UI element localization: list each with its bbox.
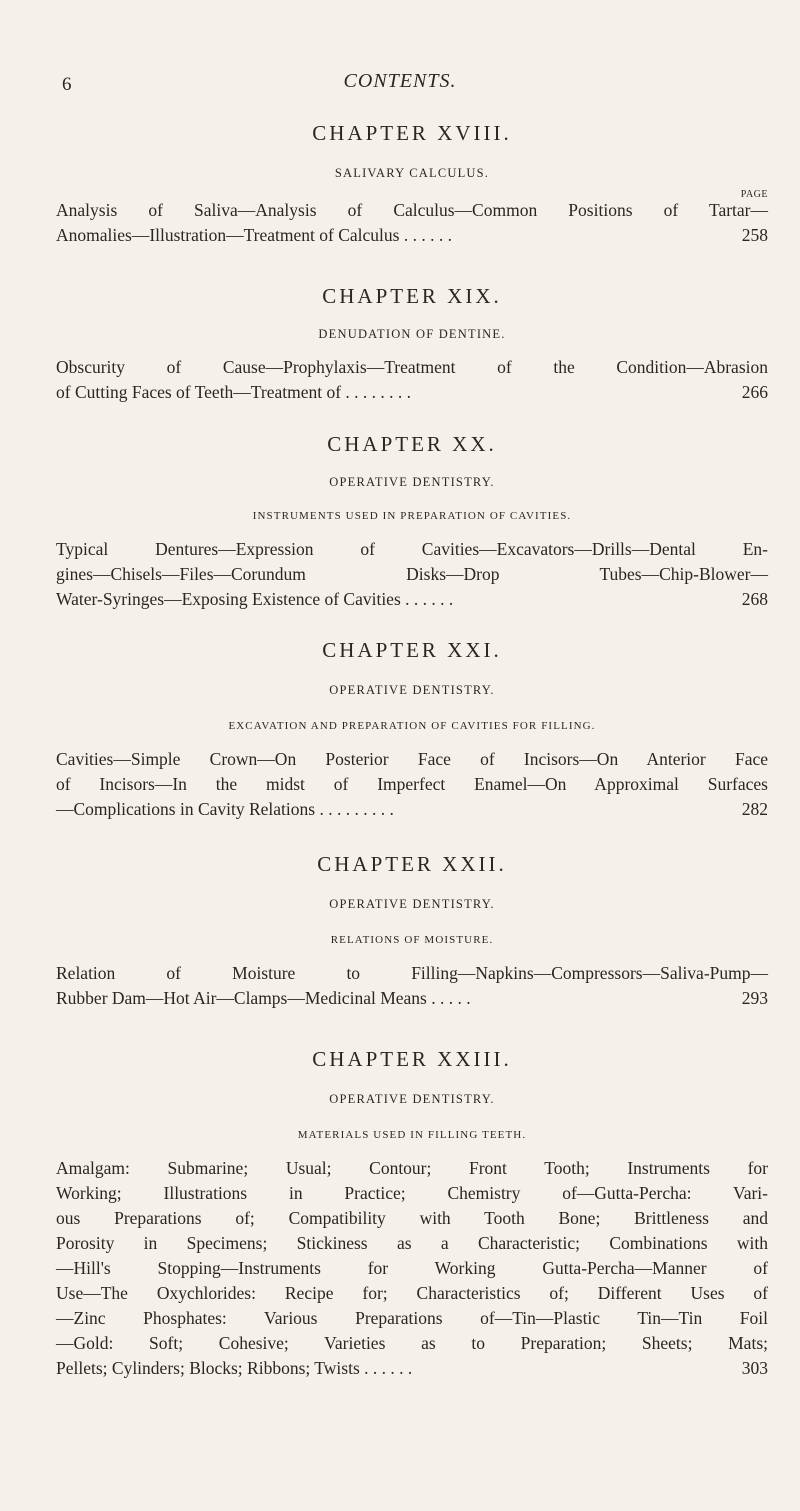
summary-line: ous Preparations of; Compatibility with Tooth Bone; Brittleness and	[56, 1208, 768, 1228]
summary-line: gines—Chisels—Files—Corundum Disks—Drop Tubes—Chip-Blower—	[56, 564, 768, 584]
chapter-xxi	[56, 637, 768, 822]
chapter-summary	[56, 1156, 768, 1381]
page-reference: 266	[741, 382, 768, 402]
summary-line: Obscurity of Cause—Prophylaxis—Treatment of the Condition—Abrasion	[56, 357, 768, 377]
chapter-title: CHAPTER XX.	[327, 432, 497, 456]
chapter-subtitle: SALIVARY CALCULUS.	[334, 166, 490, 180]
chapter-xviii	[56, 120, 768, 248]
chapter-subtitle: OPERATIVE DENTISTRY.	[329, 475, 495, 489]
summary-line: Rubber Dam—Hot Air—Clamps—Medicinal Means . . . . .	[56, 988, 471, 1008]
summary-line: Use—The Oxychlorides: Recipe for; Characteristics of; Different Uses of	[56, 1283, 768, 1303]
summary-last-line	[56, 1356, 768, 1381]
page-reference: 258	[741, 225, 768, 245]
chapter-section-heading: EXCAVATION AND PREPARATION OF CAVITIES FOR FILLING.	[228, 720, 596, 732]
summary-last-line	[56, 986, 768, 1011]
summary-line: of Incisors—In the midst of Imperfect Enamel—On Approximal Surfaces	[56, 774, 768, 794]
chapter-xxii	[56, 851, 768, 1011]
summary-line: —Gold: Soft; Cohesive; Varieties as to Preparation; Sheets; Mats;	[56, 1333, 768, 1353]
page-reference: 293	[741, 988, 768, 1008]
summary-last-line	[56, 223, 768, 248]
summary-last-line	[56, 587, 768, 612]
summary-line: Working; Illustrations in Practice; Chemistry of—Gutta-Percha: Vari-	[56, 1183, 768, 1203]
chapter-title: CHAPTER XVIII.	[312, 121, 512, 145]
summary-line: Anomalies—Illustration—Treatment of Calculus . . . . . .	[56, 225, 452, 245]
chapter-xx	[56, 431, 768, 612]
page-reference: 282	[741, 799, 768, 819]
summary-last-line	[56, 797, 768, 822]
chapter-summary	[56, 747, 768, 822]
summary-line: —Zinc Phosphates: Various Preparations of—Tin—Plastic Tin—Tin Foil	[56, 1308, 768, 1328]
chapter-xix	[56, 283, 768, 405]
summary-line: —Hill's Stopping—Instruments for Working Gutta-Percha—Manner of	[56, 1258, 768, 1278]
summary-line: Relation of Moisture to Filling—Napkins—Compressors—Saliva-Pump—	[56, 963, 768, 983]
chapter-subtitle: OPERATIVE DENTISTRY.	[329, 897, 495, 911]
chapter-title: CHAPTER XXIII.	[312, 1047, 512, 1071]
chapter-title: CHAPTER XIX.	[322, 284, 502, 308]
chapter-summary	[56, 961, 768, 1011]
summary-line: Typical Dentures—Expression of Cavities—Excavators—Drills—Dental En-	[56, 539, 768, 559]
chapter-subtitle: OPERATIVE DENTISTRY.	[329, 683, 495, 697]
page-reference: 303	[741, 1358, 768, 1378]
summary-line: Water-Syringes—Exposing Existence of Cavities . . . . . .	[56, 589, 454, 609]
summary-last-line	[56, 380, 768, 405]
summary-line: Pellets; Cylinders; Blocks; Ribbons; Twists . . . . . .	[56, 1358, 413, 1378]
chapter-title: CHAPTER XXII.	[317, 852, 507, 876]
page-reference: 268	[741, 589, 768, 609]
summary-line: Porosity in Specimens; Stickiness as a Characteristic; Combinations with	[56, 1233, 768, 1253]
chapter-subtitle: OPERATIVE DENTISTRY.	[329, 1092, 495, 1106]
chapter-summary	[56, 537, 768, 612]
page-column-label: PAGE	[740, 189, 768, 200]
chapter-title: CHAPTER XXI.	[322, 638, 502, 662]
chapter-subtitle: DENUDATION OF DENTINE.	[318, 327, 506, 341]
chapter-summary	[56, 355, 768, 405]
running-head: CONTENTS.	[343, 70, 457, 92]
summary-line: Analysis of Saliva—Analysis of Calculus—Common Positions of Tartar—	[56, 200, 768, 220]
summary-line: Amalgam: Submarine; Usual; Contour; Front Tooth; Instruments for	[56, 1158, 768, 1178]
chapter-section-heading: RELATIONS OF MOISTURE.	[330, 934, 494, 946]
summary-line: of Cutting Faces of Teeth—Treatment of . . . . . . . .	[56, 382, 412, 402]
page-number: 6	[62, 74, 72, 95]
chapter-xxiii	[56, 1046, 768, 1381]
chapter-summary	[56, 198, 768, 248]
summary-line: —Complications in Cavity Relations . . . . . . . . .	[56, 799, 394, 819]
chapter-section-heading: INSTRUMENTS USED IN PREPARATION OF CAVITIES.	[252, 510, 572, 522]
summary-line: Cavities—Simple Crown—On Posterior Face of Incisors—On Anterior Face	[56, 749, 768, 769]
chapter-section-heading: MATERIALS USED IN FILLING TEETH.	[297, 1129, 527, 1141]
